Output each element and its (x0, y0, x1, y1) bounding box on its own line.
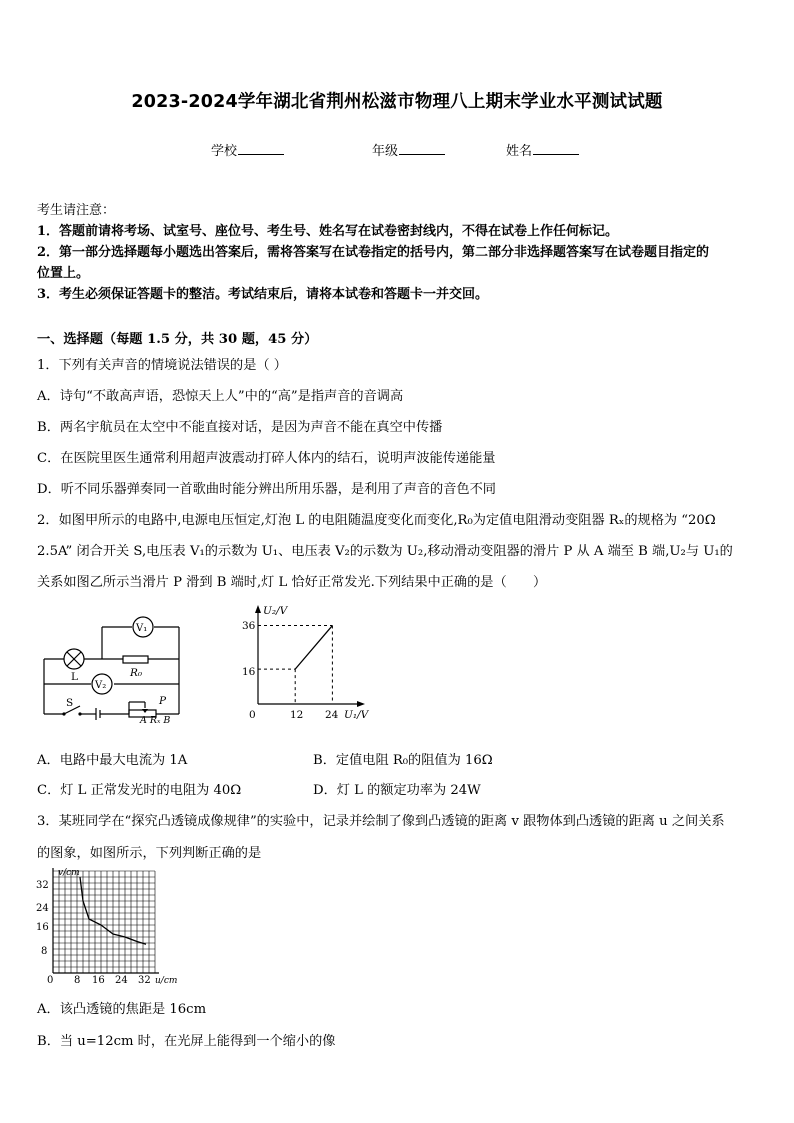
v-u-graph (34, 866, 184, 990)
x-tick-label: 24 (325, 709, 339, 721)
x-axis-label: U₁/V (344, 709, 369, 721)
slider-p-label: P (159, 695, 167, 707)
q1-option-d[interactable]: D．听不同乐器弹奏同一首歌曲时能分辨出所用乐器，是利用了声音的音色不同 (37, 482, 496, 497)
grade-label: 年级 (372, 144, 399, 159)
switch-label: S (66, 697, 74, 709)
notice-item: 1．答题前请将考场、试室号、座位号、考生号、姓名写在试卷密封线内，不得在试卷上作任何标记。 (37, 224, 619, 239)
grade-field (372, 140, 445, 159)
q3-option-a[interactable]: A．该凸透镜的焦距是 16cm (37, 1002, 207, 1017)
y-tick-label: 8 (41, 946, 48, 957)
y-axis-label: v/cm (58, 868, 80, 878)
name-field (506, 140, 579, 159)
y-tick-label: 36 (242, 620, 256, 632)
v2-label: V₂ (95, 680, 107, 691)
u2-u1-line (295, 626, 332, 670)
u2-u1-graph (238, 604, 388, 724)
resistor-r0 (123, 656, 148, 663)
q2-stem-line1: 2．如图甲所示的电路中,电源电压恒定,灯泡 L 的电阻随温度变化而变化,R₀为定值电阻滑动变阻器 Rₓ的规格为 “20Ω (37, 513, 716, 528)
q1-stem: 1．下列有关声音的情境说法错误的是（ ） (37, 358, 287, 373)
x-tick-label: 12 (290, 709, 304, 721)
q3-option-b[interactable]: B．当 u=12cm 时，在光屏上能得到一个缩小的像 (37, 1034, 336, 1049)
q1-option-a[interactable]: A．诗句“不敢高声语，恐惊天上人”中的“高”是指声音的音调高 (37, 389, 404, 404)
notice-heading: 考生请注意： (37, 203, 116, 218)
v1-label: V₁ (136, 623, 148, 634)
name-blank[interactable] (533, 143, 579, 155)
page-title: 2023-2024学年湖北省荆州松滋市物理八上期末学业水平测试试题 (131, 92, 663, 112)
q2-option-b[interactable]: B．定值电阻 R₀的阻值为 16Ω (313, 753, 493, 768)
notice-item: 2．第一部分选择题每小题选出答案后，需将答案写在试卷指定的括号内，第二部分非选择题答案写在试卷题目指定的 (37, 245, 710, 260)
x-tick-label: 8 (74, 975, 81, 986)
name-label: 姓名 (506, 144, 533, 159)
x-tick-label: 24 (115, 975, 128, 986)
notice-item: 3．考生必须保证答题卡的整洁。考试结束后，请将本试卷和答题卡一并交回。 (37, 287, 489, 302)
q3-stem-line2: 的图象，如图所示，下列判断正确的是 (37, 846, 262, 861)
x-tick-label: 16 (92, 975, 105, 986)
x-axis-label: u/cm (155, 976, 178, 986)
school-blank[interactable] (238, 143, 284, 155)
notice-item: 位置上。 (37, 266, 90, 281)
q2-stem-line3: 关系如图乙所示当滑片 P 滑到 B 端时,灯 L 恰好正常发光.下列结果中正确的是（ ） (37, 575, 547, 590)
rheostat-label: A Rₓ B (140, 715, 171, 724)
y-tick-label: 32 (36, 880, 49, 891)
y-tick-label: 24 (36, 903, 49, 914)
q2-option-a[interactable]: A．电路中最大电流为 1A (37, 753, 188, 768)
q2-option-d[interactable]: D．灯 L 的额定功率为 24W (313, 783, 481, 798)
q2-option-c[interactable]: C．灯 L 正常发光时的电阻为 40Ω (37, 783, 242, 798)
section-heading: 一、选择题（每题 1.5 分，共 30 题，45 分） (37, 332, 318, 347)
school-field (211, 140, 284, 159)
y-tick-label: 16 (36, 922, 49, 933)
origin-label: 0 (249, 709, 256, 721)
lamp-label: L (71, 671, 78, 683)
grade-blank[interactable] (399, 143, 445, 155)
q3-stem-line1: 3．某班同学在“探究凸透镜成像规律”的实验中，记录并绘制了像到凸透镜的距离 v 跟物体到凸透镜的距离 u 之间关系 (37, 814, 725, 829)
q1-option-b[interactable]: B．两名宇航员在太空中不能直接对话，是因为声音不能在真空中传播 (37, 420, 443, 435)
y-tick-label: 16 (242, 666, 256, 678)
origin-label: 0 (47, 975, 54, 986)
x-tick-label: 32 (138, 975, 151, 986)
y-axis-label: U₂/V (263, 605, 288, 617)
q2-stem-line2: 2.5A” 闭合开关 S,电压表 V₁的示数为 U₁、电压表 V₂的示数为 U₂,移动滑动变阻器的滑片 P 从 A 端至 B 端,U₂与 U₁的 (37, 544, 733, 559)
r0-label: R₀ (130, 667, 143, 679)
circuit-diagram (36, 612, 186, 724)
school-label: 学校 (211, 144, 238, 159)
q1-option-c[interactable]: C．在医院里医生通常利用超声波震动打碎人体内的结石，说明声波能传递能量 (37, 451, 496, 466)
